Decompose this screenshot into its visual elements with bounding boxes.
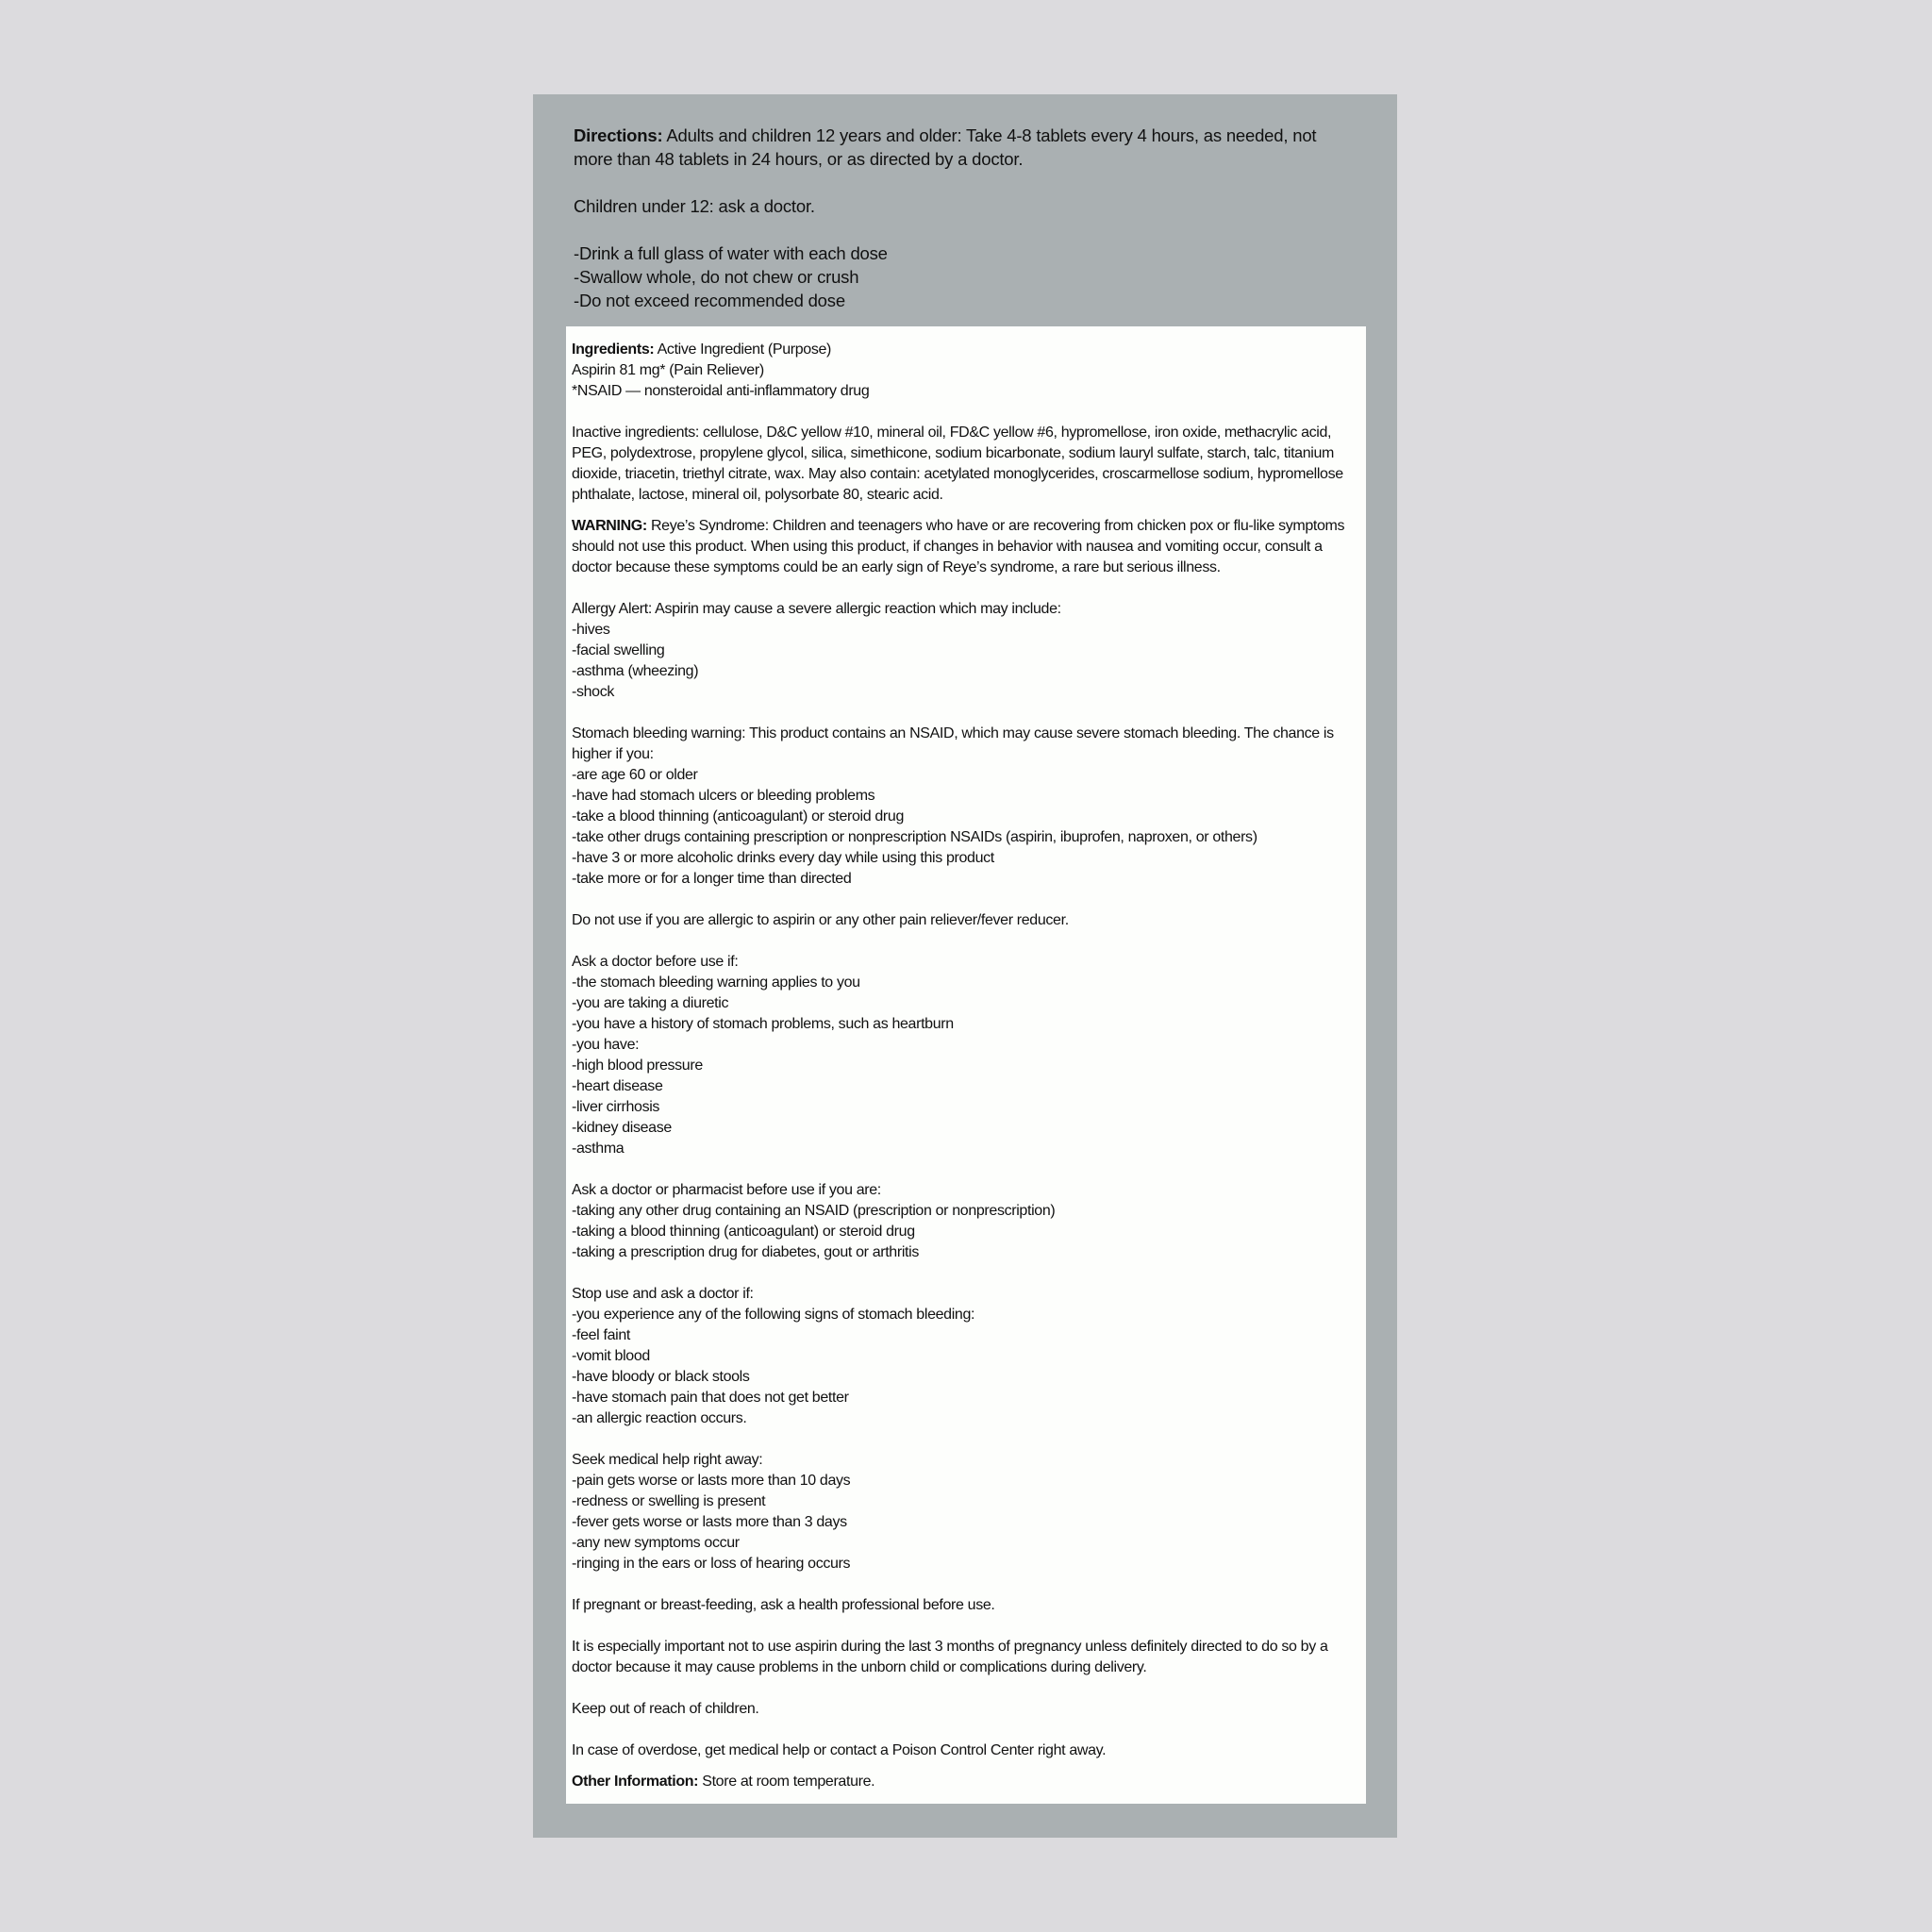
list-item: -taking a prescription drug for diabetes, gout or arthritis [572,1244,919,1260]
ask-doctor-title: Ask a doctor before use if: [572,954,739,970]
list-item: -you experience any of the following signs of stomach bleeding: [572,1307,975,1323]
directions-bullet: -Drink a full glass of water with each dose [574,243,888,263]
list-item: -have stomach pain that does not get better [572,1390,849,1406]
stop-use-title: Stop use and ask a doctor if: [572,1286,754,1302]
supplement-label-panel [533,94,1397,1838]
directions-children: Children under 12: ask a doctor. [574,196,815,216]
ingredients-heading: Ingredients: [572,341,655,358]
active-ingredient: Aspirin 81 mg* (Pain Reliever) [572,362,764,378]
directions-heading: Directions: [574,125,663,145]
directions-bullet: -Do not exceed recommended dose [574,291,845,310]
list-item: -you are taking a diuretic [572,995,729,1011]
other-information-text: Store at room temperature. [702,1774,875,1790]
list-item: -kidney disease [572,1120,672,1136]
list-item: -take more or for a longer time than directed [572,871,852,887]
directions-text: Adults and children 12 years and older: Take 4-8 tablets every 4 hours, as needed, not more than 48 tablets in 24 hours, or as directed by a doctor. [574,125,1317,169]
list-item: -fever gets worse or lasts more than 3 days [572,1514,847,1530]
directions-bullet: -Swallow whole, do not chew or crush [574,267,859,287]
list-item: -have bloody or black stools [572,1369,750,1385]
list-item: -have had stomach ulcers or bleeding problems [572,788,875,804]
ingredients-first-line: Active Ingredient (Purpose) [657,341,832,358]
list-item: -you have: [572,1037,640,1053]
do-not-use: Do not use if you are allergic to aspirin or any other pain reliever/fever reducer. [572,912,1069,928]
list-item: -pain gets worse or lasts more than 10 days [572,1473,851,1489]
list-item: -take a blood thinning (anticoagulant) or steroid drug [572,808,904,824]
list-item: -asthma (wheezing) [572,663,699,679]
list-item: -taking a blood thinning (anticoagulant) or steroid drug [572,1224,915,1240]
directions-section [574,124,1357,312]
list-item: -facial swelling [572,642,665,658]
stomach-title: Stomach bleeding warning: This product contains an NSAID, which may cause severe stomach bleeding. The chance is higher if you: [572,725,1334,762]
pregnancy-important: It is especially important not to use aspirin during the last 3 months of pregnancy unless definitely directed to do so by a doctor because it may cause problems in the unborn child or complications during delivery. [572,1639,1328,1675]
list-item: -redness or swelling is present [572,1493,766,1509]
list-item: -ringing in the ears or loss of hearing occurs [572,1556,851,1572]
directions-paragraph [574,124,1357,171]
ask-pharmacist-title: Ask a doctor or pharmacist before use if you are: [572,1182,881,1198]
reye-text: Reye’s Syndrome: Children and teenagers who have or are recovering from chicken pox or flu-like symptoms should not use this product. When using this product, if changes in behavior with nausea and vomiting occur, consult a doctor because these symptoms could be an early sign of Reye’s syndrome, a rare but serious illness. [572,518,1345,575]
list-item: -take other drugs containing prescription or nonprescription NSAIDs (aspirin, ibuprofen, naproxen, or others) [572,829,1257,845]
reye-warning [572,516,1360,578]
list-item: -liver cirrhosis [572,1099,660,1115]
pregnancy-warning: If pregnant or breast-feeding, ask a health professional before use. [572,1597,995,1613]
list-item: -are age 60 or older [572,767,698,783]
ingredients-warnings-box [566,326,1366,1804]
list-item: -high blood pressure [572,1058,703,1074]
list-item: -taking any other drug containing an NSAID (prescription or nonprescription) [572,1203,1056,1219]
ingredients-line [572,340,1360,360]
list-item: -have 3 or more alcoholic drinks every day while using this product [572,850,994,866]
list-item: -shock [572,684,615,700]
list-item: -you have a history of stomach problems, such as heartburn [572,1016,954,1032]
list-item: -any new symptoms occur [572,1535,740,1551]
keep-out-of-reach: Keep out of reach of children. [572,1701,759,1717]
inactive-ingredients: Inactive ingredients: cellulose, D&C yellow #10, mineral oil, FD&C yellow #6, hypromellose, iron oxide, methacrylic acid, PEG, polydextrose, propylene glycol, silica, simethicone, sodium bicarbonate, sodium lauryl sulfate, starch, talc, titanium dioxide, triacetin, triethyl citrate, wax. May also contain: acetylated monoglycerides, croscarmellose sodium, hypromellose phthalate, lactose, mineral oil, polysorbate 80, stearic acid. [572,425,1343,503]
list-item: -heart disease [572,1078,663,1094]
nsaid-note: *NSAID — nonsteroidal anti-inflammatory drug [572,383,870,399]
overdose-warning: In case of overdose, get medical help or contact a Poison Control Center right away. [572,1742,1107,1758]
list-item: -the stomach bleeding warning applies to you [572,974,860,991]
seek-help-title: Seek medical help right away: [572,1452,763,1468]
list-item: -asthma [572,1141,625,1157]
warning-heading: WARNING: [572,518,647,534]
list-item: -feel faint [572,1327,630,1343]
list-item: -an allergic reaction occurs. [572,1410,747,1426]
other-information-heading: Other Information: [572,1774,699,1790]
allergy-title: Allergy Alert: Aspirin may cause a severe allergic reaction which may include: [572,601,1061,617]
other-information [572,1772,1360,1792]
list-item: -vomit blood [572,1348,650,1364]
list-item: -hives [572,622,610,638]
